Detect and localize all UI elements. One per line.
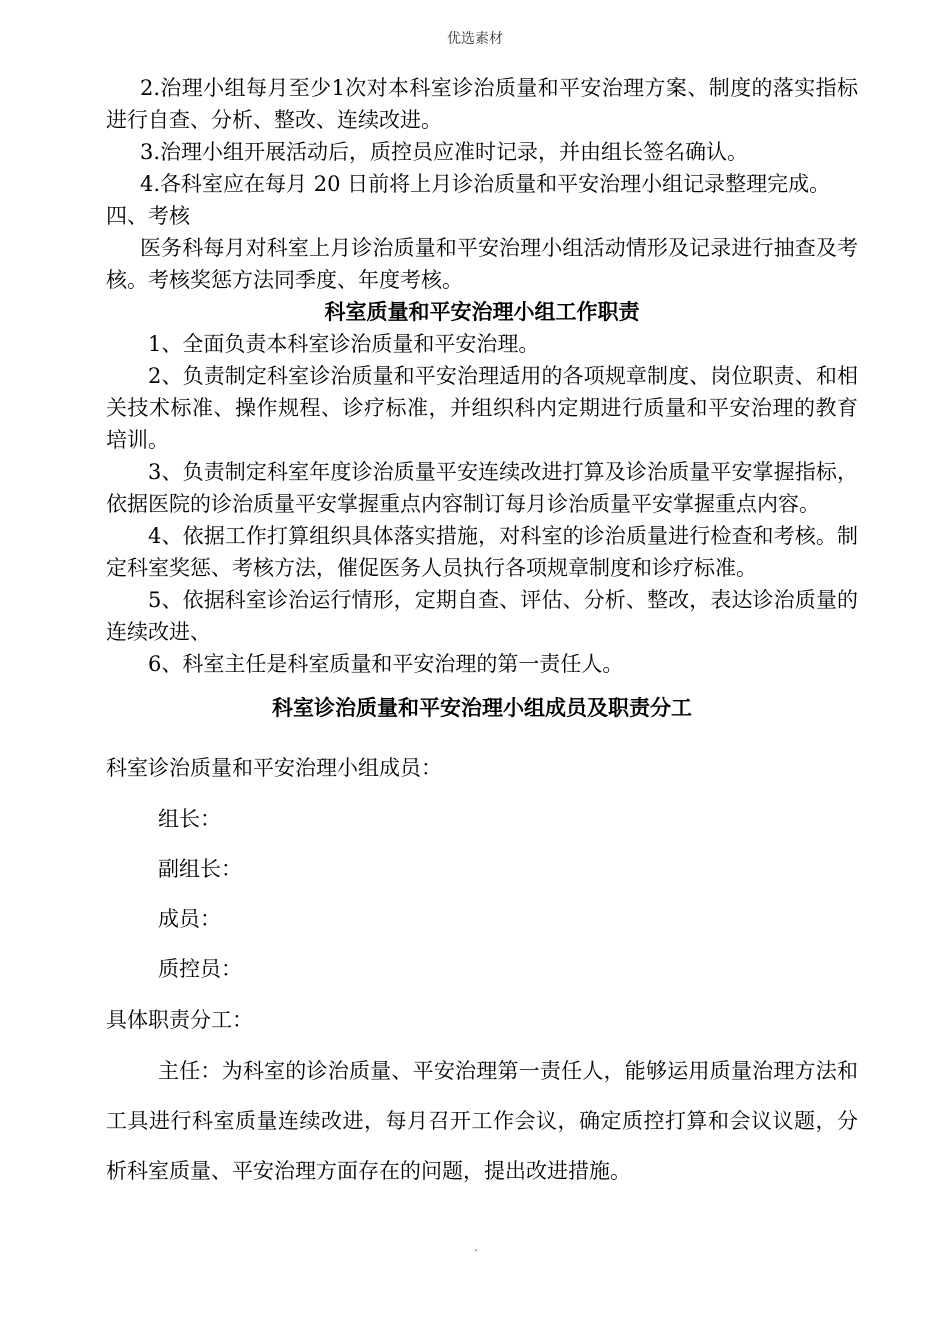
- duty-item-1: 1、全面负责本科室诊治质量和平安治理。: [148, 332, 540, 356]
- members-intro: 科室诊治质量和平安治理小组成员：: [106, 756, 442, 780]
- duty-item-2: 2、负责制定科室诊治质量和平安治理适用的各项规章制度、岗位职责、和相关技术标准、操作规程、诊疗标准，并组织科内定期进行质量和平安治理的教育培训。: [106, 364, 858, 452]
- page-header: 优选素材: [447, 31, 503, 47]
- role-member: 成员：: [158, 907, 221, 931]
- paragraph-item-3: 3.治理小组开展活动后，质控员应准时记录，并由组长签名确认。: [140, 140, 749, 164]
- role-leader: 组长：: [158, 807, 221, 831]
- document-body: [106, 72, 858, 1196]
- duty-item-3: 3、负责制定科室年度诊治质量平安连续改进打算及诊治质量平安掌握指标，依据医院的诊治质量平安掌握重点内容制订每月诊治质量平安掌握重点内容。: [106, 460, 858, 516]
- paragraph-item-4: 4.各科室应在每月 20 日前将上月诊治质量和平安治理小组记录整理完成。: [140, 172, 831, 196]
- role-deputy-leader: 副组长：: [158, 857, 242, 881]
- page-footer-mark: .: [474, 1240, 478, 1254]
- section-heading-assessment: 四、考核: [106, 204, 190, 228]
- role-quality-controller: 质控员：: [158, 957, 242, 981]
- duty-item-4: 4、依据工作打算组织具体落实措施，对科室的诊治质量进行检查和考核。制定科室奖惩、考核方法，催促医务人员执行各项规章制度和诊疗标准。: [106, 524, 858, 580]
- assessment-paragraph: 医务科每月对科室上月诊治质量和平安治理小组活动情形及记录进行抽查及考核。考核奖惩方法同季度、年度考核。: [106, 236, 858, 292]
- duty-item-6: 6、科室主任是科室质量和平安治理的第一责任人。: [148, 652, 624, 676]
- members-title: 科室诊治质量和平安治理小组成员及职责分工: [272, 695, 692, 720]
- duty-item-5: 5、依据科室诊治运行情形，定期自查、评估、分析、整改，表达诊治质量的连续改进、: [106, 588, 858, 644]
- director-duty-paragraph: 主任：为科室的诊治质量、平安治理第一责任人，能够运用质量治理方法和工具进行科室质量连续改进，每月召开工作会议，确定质控打算和会议议题，分析科室质量、平安治理方面存在的问题，提出改进措施。: [106, 1059, 858, 1183]
- division-label: 具体职责分工：: [106, 1008, 253, 1032]
- duties-title: 科室质量和平安治理小组工作职责: [324, 299, 640, 324]
- paragraph-item-2: 2.治理小组每月至少1次对本科室诊治质量和平安治理方案、制度的落实指标进行自查、分析、整改、连续改进。: [106, 76, 858, 132]
